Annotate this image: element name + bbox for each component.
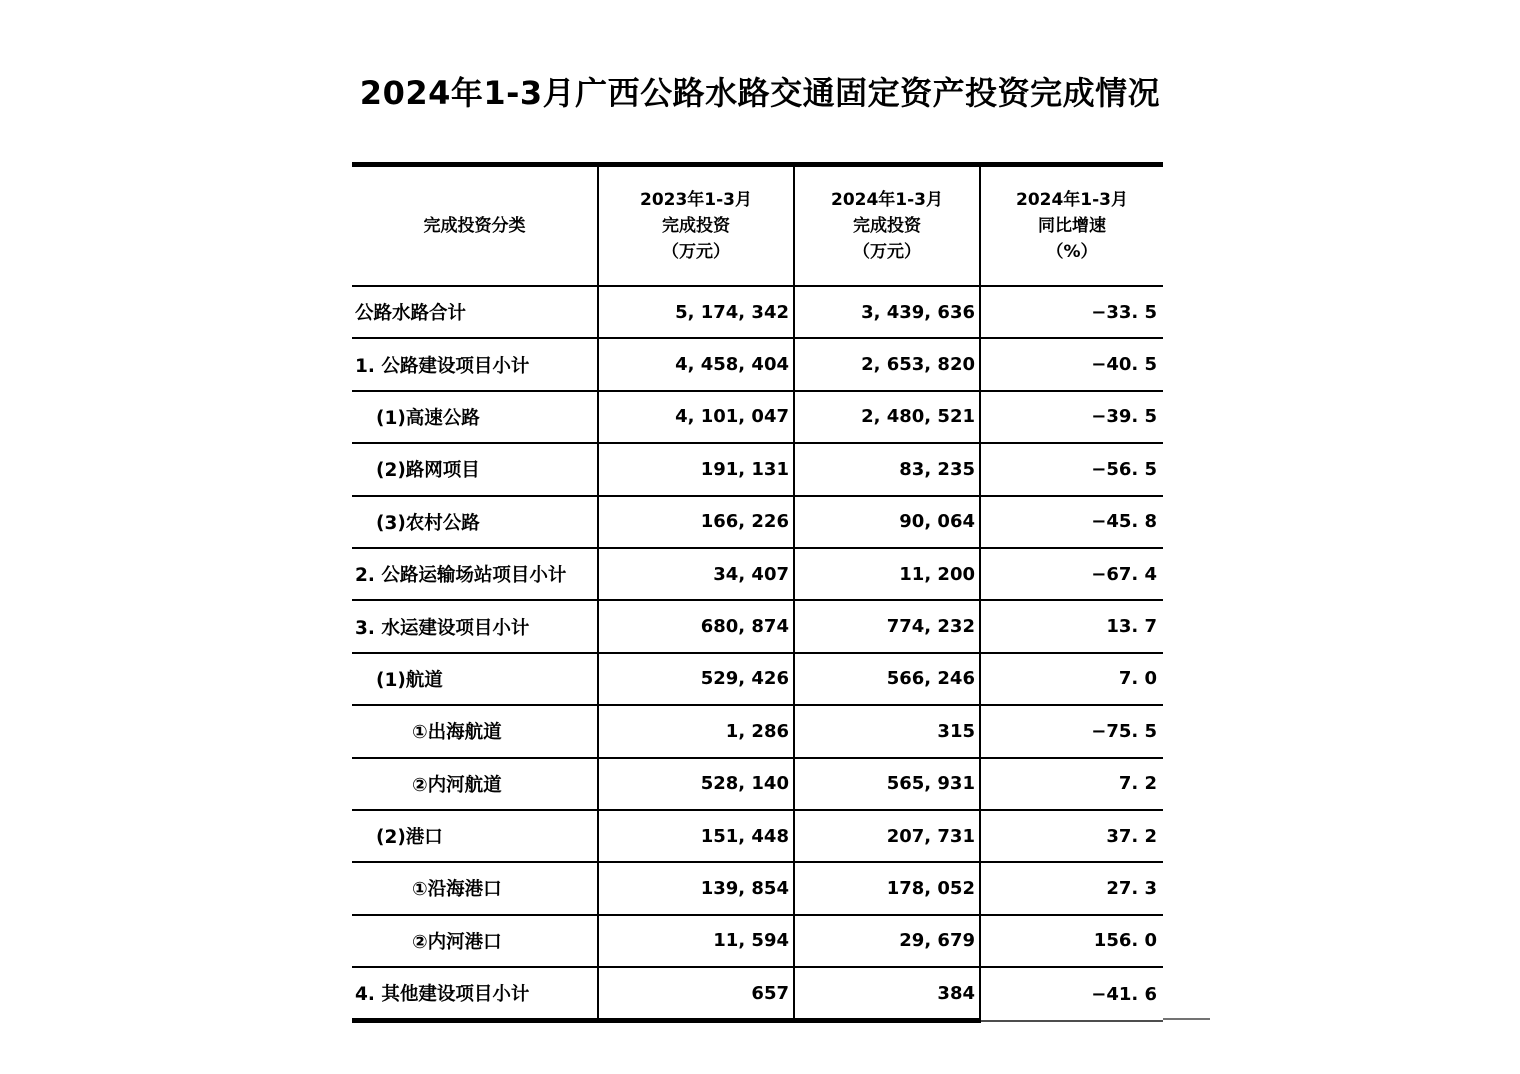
column-header-2023-investment: 2023年1-3月 完成投资 （万元）	[598, 165, 794, 287]
table-row	[352, 967, 1163, 1021]
investment-table	[352, 162, 1163, 1023]
row-label: 公路水路合计	[352, 286, 598, 338]
table-row	[352, 915, 1163, 967]
value-2024: 3, 439, 636	[794, 286, 980, 338]
table-row	[352, 443, 1163, 495]
column-header-growth-rate: 2024年1-3月 同比增速 （%）	[980, 165, 1163, 287]
value-2023: 166, 226	[598, 496, 794, 548]
value-2024: 565, 931	[794, 758, 980, 810]
value-2024: 2, 653, 820	[794, 338, 980, 390]
value-2023: 528, 140	[598, 758, 794, 810]
header-row	[352, 165, 1163, 287]
value-2023: 5, 174, 342	[598, 286, 794, 338]
row-label: (1)高速公路	[352, 391, 598, 443]
value-2024: 178, 052	[794, 862, 980, 914]
value-2024: 774, 232	[794, 600, 980, 652]
value-2024: 83, 235	[794, 443, 980, 495]
row-label: ①出海航道	[352, 705, 598, 757]
row-label: 2. 公路运输场站项目小计	[352, 548, 598, 600]
growth-rate: −67. 4	[980, 548, 1163, 600]
value-2023: 680, 874	[598, 600, 794, 652]
table-row	[352, 338, 1163, 390]
value-2023: 151, 448	[598, 810, 794, 862]
value-2024: 2, 480, 521	[794, 391, 980, 443]
value-2023: 657	[598, 967, 794, 1021]
growth-rate: 7. 2	[980, 758, 1163, 810]
page-title: 2024年1-3月广西公路水路交通固定资产投资完成情况	[359, 74, 1161, 112]
value-2023: 191, 131	[598, 443, 794, 495]
table-row	[352, 758, 1163, 810]
value-2024: 315	[794, 705, 980, 757]
value-2023: 4, 101, 047	[598, 391, 794, 443]
value-2023: 4, 458, 404	[598, 338, 794, 390]
bottom-rule-extension	[1163, 1018, 1210, 1020]
growth-rate: −33. 5	[980, 286, 1163, 338]
growth-rate: 13. 7	[980, 600, 1163, 652]
value-2023: 529, 426	[598, 653, 794, 705]
value-2024: 90, 064	[794, 496, 980, 548]
growth-rate: −39. 5	[980, 391, 1163, 443]
value-2023: 11, 594	[598, 915, 794, 967]
value-2023: 139, 854	[598, 862, 794, 914]
value-2023: 34, 407	[598, 548, 794, 600]
growth-rate: 37. 2	[980, 810, 1163, 862]
growth-rate: −41. 6	[980, 967, 1163, 1021]
row-label: 1. 公路建设项目小计	[352, 338, 598, 390]
table-row	[352, 496, 1163, 548]
growth-rate: −56. 5	[980, 443, 1163, 495]
row-label: (2)路网项目	[352, 443, 598, 495]
row-label: ①沿海港口	[352, 862, 598, 914]
value-2023: 1, 286	[598, 705, 794, 757]
table-header	[352, 165, 1163, 287]
table-row	[352, 548, 1163, 600]
table-row	[352, 391, 1163, 443]
row-label: (1)航道	[352, 653, 598, 705]
value-2024: 207, 731	[794, 810, 980, 862]
table-row	[352, 810, 1163, 862]
row-label: (3)农村公路	[352, 496, 598, 548]
row-label: 3. 水运建设项目小计	[352, 600, 598, 652]
value-2024: 11, 200	[794, 548, 980, 600]
table-body	[352, 286, 1163, 1021]
growth-rate: −45. 8	[980, 496, 1163, 548]
table-row	[352, 862, 1163, 914]
growth-rate: 27. 3	[980, 862, 1163, 914]
investment-table-wrapper	[352, 162, 1163, 1023]
table-row	[352, 705, 1163, 757]
column-header-category: 完成投资分类	[352, 165, 598, 287]
row-label: 4. 其他建设项目小计	[352, 967, 598, 1021]
growth-rate: −40. 5	[980, 338, 1163, 390]
growth-rate: −75. 5	[980, 705, 1163, 757]
growth-rate: 156. 0	[980, 915, 1163, 967]
column-header-2024-investment: 2024年1-3月 完成投资 （万元）	[794, 165, 980, 287]
row-label: ②内河港口	[352, 915, 598, 967]
value-2024: 566, 246	[794, 653, 980, 705]
value-2024: 29, 679	[794, 915, 980, 967]
table-row	[352, 286, 1163, 338]
growth-rate: 7. 0	[980, 653, 1163, 705]
value-2024: 384	[794, 967, 980, 1021]
table-row	[352, 600, 1163, 652]
table-row	[352, 653, 1163, 705]
row-label: (2)港口	[352, 810, 598, 862]
row-label: ②内河航道	[352, 758, 598, 810]
